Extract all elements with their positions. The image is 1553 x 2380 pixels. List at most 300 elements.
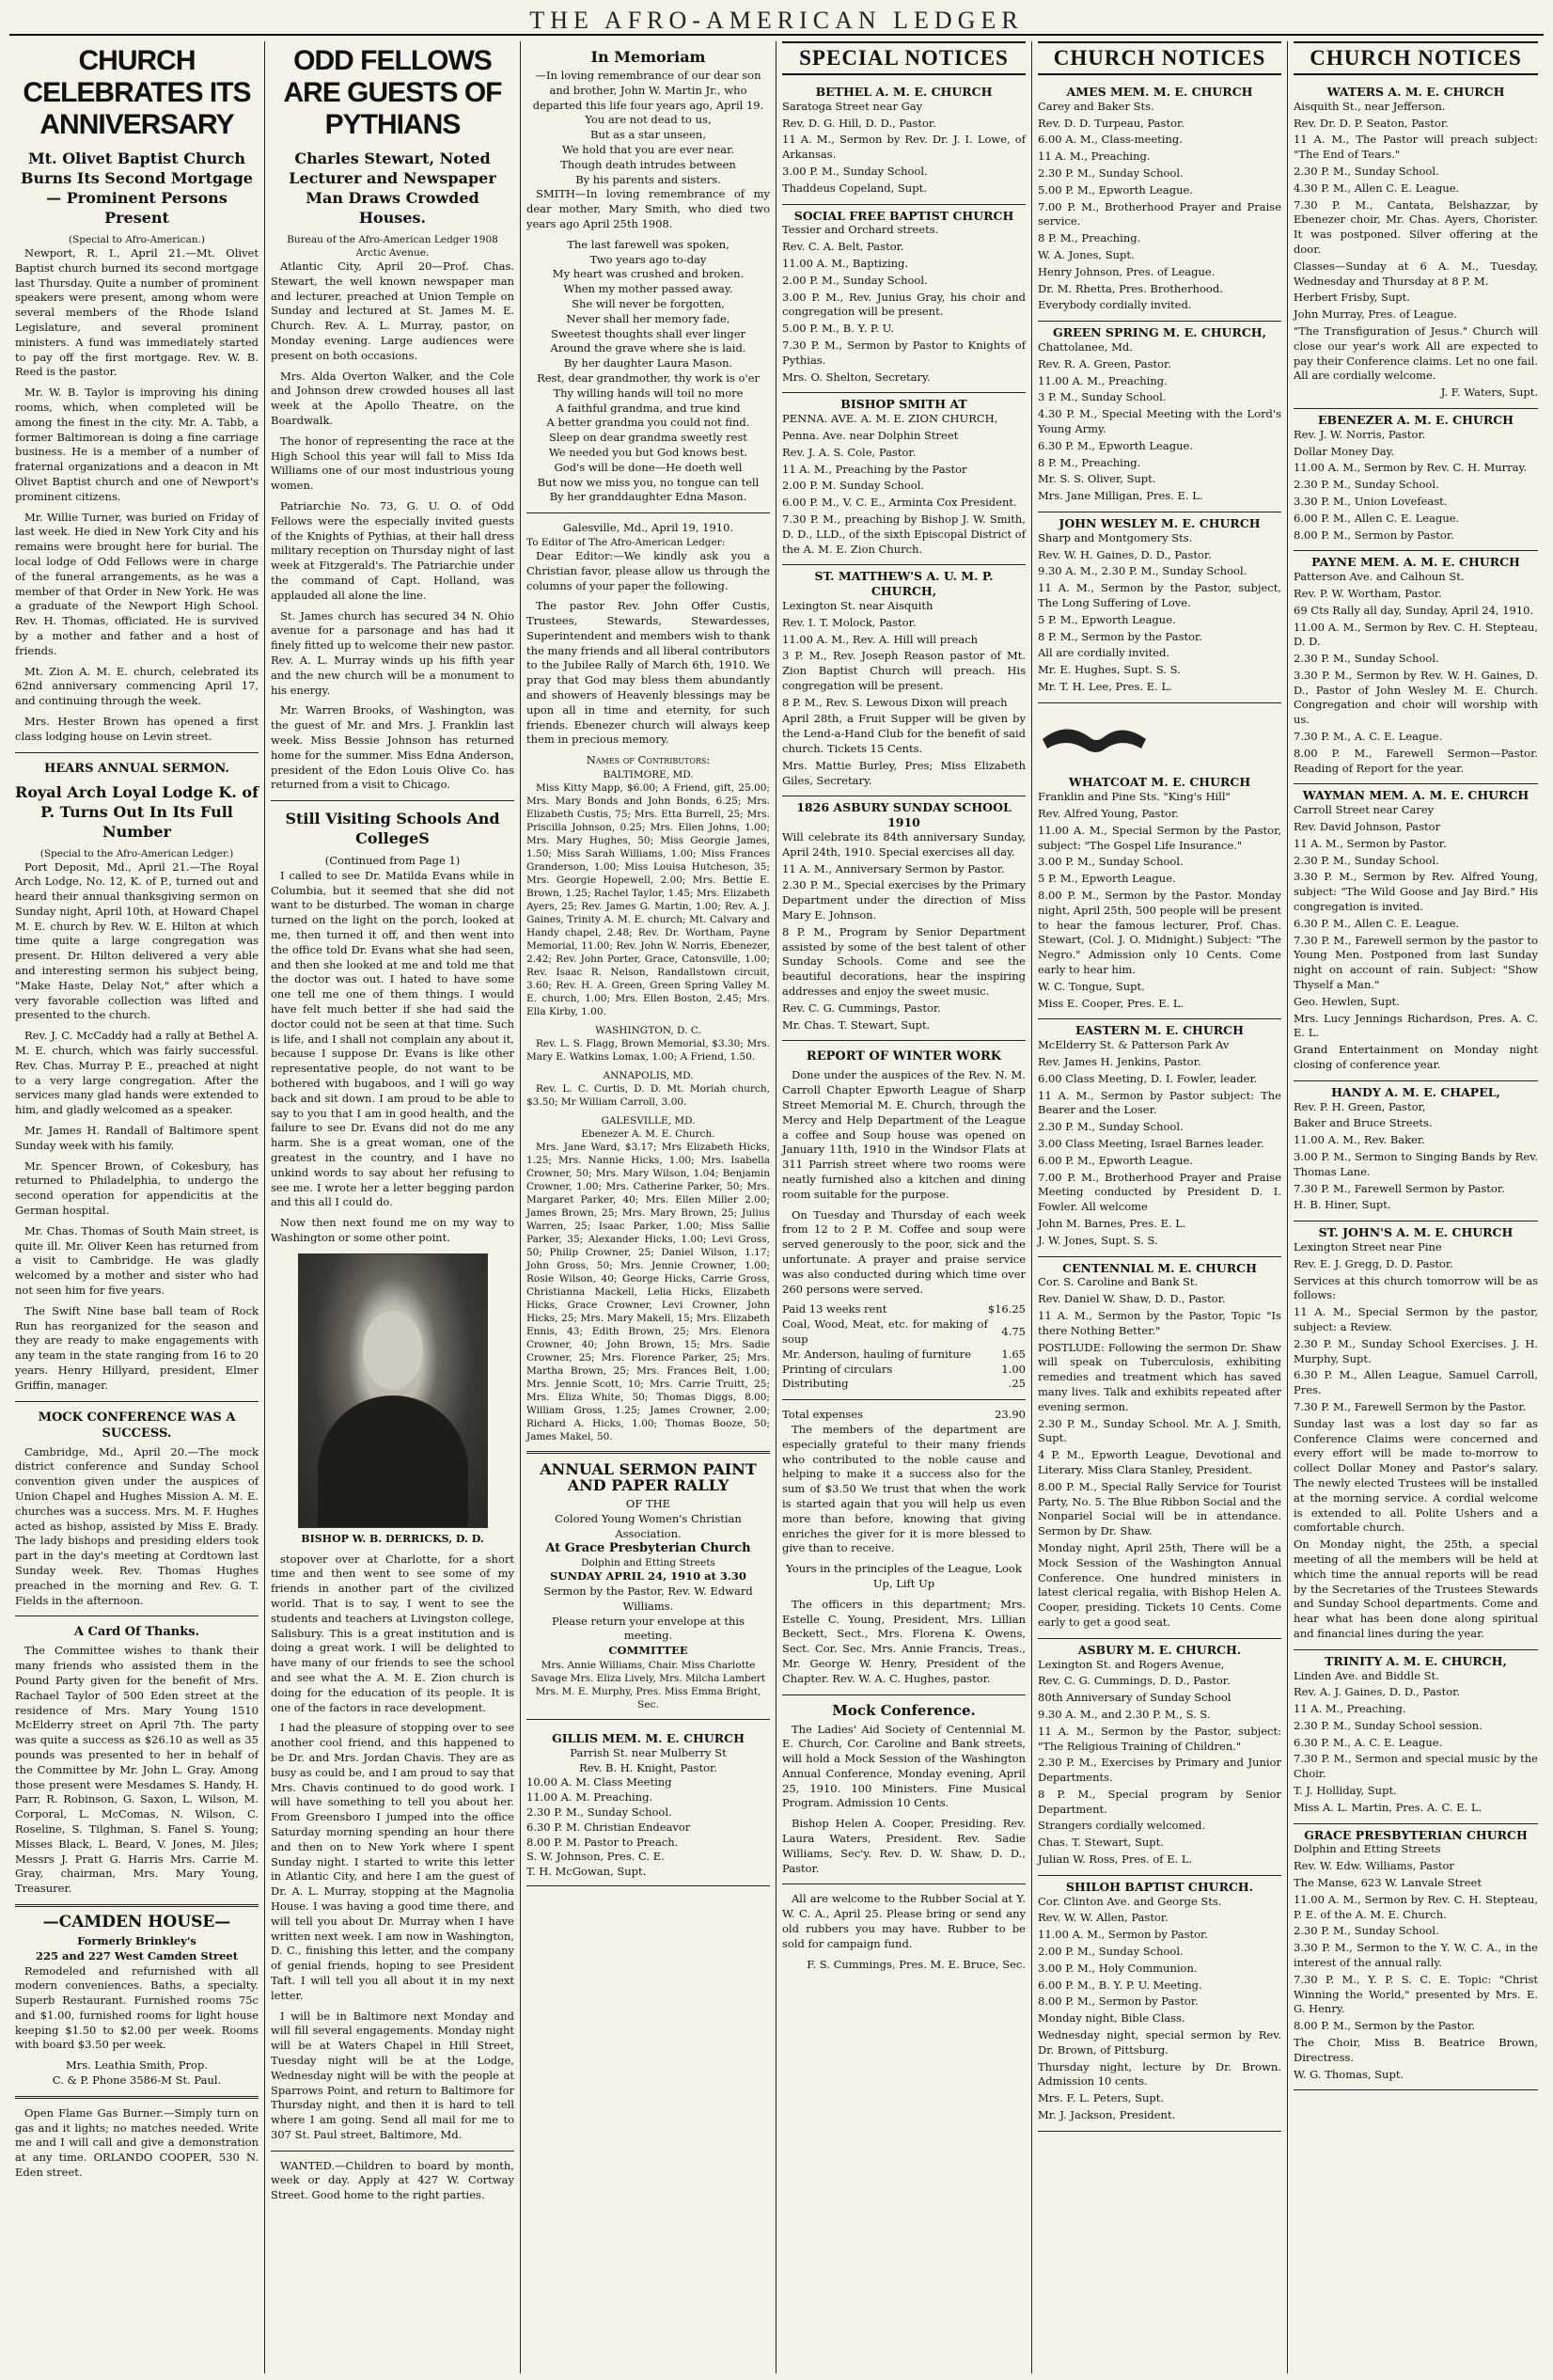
column-2 <box>265 41 521 2373</box>
total-amount: 23.90 <box>995 1408 1026 1422</box>
church-waters-body <box>1294 85 1538 323</box>
church-line: 69 Cts Rally all day, Sunday, April 24, 1910. <box>1294 603 1534 617</box>
church-line: 11.00 A. M., Preaching. <box>1038 373 1168 387</box>
expense-label: Mr. Anderson, hauling of furniture <box>782 1347 972 1361</box>
church-line: 3.00 P. M., Sunday School. <box>782 164 928 178</box>
church-line: 8.00 P. M., Sermon by Pastor. <box>1294 528 1454 542</box>
church-line: Will celebrate its 84th anniversary Sunday, April 24th, 1910. Special exercises all day. <box>782 830 1026 859</box>
church-line: Sharp and Montgomery Sts. <box>1038 530 1193 544</box>
deck-royal-arch: Royal Arch Loyal Lodge K. of P. Turns Out In Its Full Number <box>15 782 259 841</box>
expense-amount: 1.00 <box>1001 1362 1026 1376</box>
church-line: 11.00 A. M., Baptizing. <box>782 256 909 270</box>
church-name: ST. MATTHEW'S A. U. M. P. CHURCH, <box>814 569 994 599</box>
text-line: Around the grave where she is laid. <box>550 341 746 355</box>
church-line: 2.30 P. M., Exercises by Primary and Junior Departments. <box>1038 1756 1281 1785</box>
paragraph: Rev. J. C. McCaddy had a rally at Bethel A. M. E. church, which was fairly successful. Rev. Chas. Murray P. E., preached at night to a very large congregation. After the services many glad hands were extended to him, and gladly welcomed as a speaker. <box>15 1029 259 1117</box>
church-line: 2.30 P. M., Sunday School. <box>1038 165 1184 180</box>
church-line: 11.00 A. M., Rev. A. Hill will preach <box>782 632 979 646</box>
portrait-face <box>363 1311 423 1390</box>
paragraph: Mr. Warren Brooks, of Washington, was the guest of Mr. and Mrs. J. Franklin last week. Miss Bessie Johnson has returned home for the summer. Miss Edna Anderson, president of the Edon Louis Olive Co. has returned from a visit to Chicago. <box>271 703 514 792</box>
text-line: We needed you but God knows best. <box>548 445 748 459</box>
church-line: Rev. D. G. Hill, D. D., Pastor. <box>782 116 936 130</box>
church-line: 11.00 A. M., Sermon by Rev. C. H. Murray. <box>1294 461 1528 475</box>
church-line: 11.00 A. M., Sermon by Pastor. <box>1038 1928 1208 1942</box>
paragraph: The pastor Rev. John Offer Custis, Trustees, Stewards, Stewardesses, Superintendent and members wish to thank the many friends and all liberal contributors to the Jubilee Rally of March 6th, 1910. We pray that God may bless them abundantly and showers of Heavenly blessings may be upon all in time and eternity, for such friends. Ebenezer church will always keep them in precious memory. <box>526 599 771 747</box>
church-line: Lexington Street near Pine <box>1294 1239 1442 1253</box>
column-5 <box>1032 41 1288 2373</box>
church-line: Carey and Baker Sts. <box>1038 99 1154 113</box>
church-bethel <box>782 81 1026 205</box>
church-line: Rev. C. G. Cummings, Pastor. <box>782 1001 941 1015</box>
church-line: 11.00 A. M., Sermon by Rev. C. H. Stepteau, P. E. of the A. M. E. Church. <box>1294 1892 1538 1921</box>
church-line: Cor. S. Caroline and Bank St. <box>1038 1275 1199 1289</box>
church-line: 8 P. M., Special program by Senior Department. <box>1038 1787 1281 1816</box>
headline-still-visiting: Still Visiting Schools And CollegeS <box>285 810 500 848</box>
church-ebenezer <box>1294 409 1538 551</box>
text-line: She will never be forgotten, <box>572 296 725 310</box>
church-line: Baker and Bruce Streets. <box>1294 1116 1433 1130</box>
paragraph: The Swift Nine base ball team of Rock Run has reorganized for the season and they are ready to make engagements with any team in the state ranging from 16 to 20 years. Henry Hillyard, president, Elmer Griffin, manager. <box>15 1303 259 1392</box>
church-schedule <box>526 1775 770 1880</box>
church-name: GREEN SPRING M. E. CHURCH, <box>1053 325 1266 340</box>
church-line: 11 A. M., Sermon by Pastor subject: The Bearer and the Loser. <box>1038 1088 1281 1117</box>
church-line: Monday night, Bible Class. <box>1038 2011 1185 2025</box>
church-line: 8 P. M., Program by Senior Department assisted by some of the best talent of other Sunday Schools. Come and see the beautiful decorations, hear the inspiring addresses and enjoy the sweet music. <box>782 924 1026 999</box>
church-wayman <box>1294 784 1538 1080</box>
church-line: 8 P. M., Sermon by the Pastor. <box>1038 629 1202 643</box>
church-line: 2.30 P. M., Sunday School. <box>1294 164 1439 178</box>
divider <box>782 1399 1026 1400</box>
contrib-baltimore: BALTIMORE, MD. <box>603 769 694 781</box>
church-trinity <box>1294 1650 1538 1824</box>
expense-label: Coal, Wood, Meat, etc. for making of soup <box>782 1317 988 1346</box>
church-name: BETHEL A. M. E. CHURCH <box>815 85 993 99</box>
article-body-2 <box>15 860 259 1394</box>
church-line: Herbert Frisby, Supt. <box>1294 291 1410 305</box>
church-line: Thursday night, lecture by Dr. Brown. Admission 10 cents. <box>1038 2059 1281 2088</box>
letter-to: To Editor of The Afro-American Ledger: <box>526 536 726 548</box>
church-eastern <box>1038 1019 1281 1256</box>
church-penna-ave <box>782 393 1026 565</box>
text-line: Though death intrudes between <box>560 157 736 171</box>
church-line: 2.30 P. M., Sunday School. <box>1294 1924 1439 1938</box>
special-line: (Special to Afro-American.) <box>69 234 205 245</box>
church-line: 2.00 P. M., Sunday School. <box>782 273 928 287</box>
church-line: 2.00 P. M., Sunday School. <box>1038 1945 1184 1959</box>
text-line: Thy willing hands will toil no more <box>553 386 744 400</box>
church-notices-head: CHURCH NOTICES <box>1038 41 1281 75</box>
masthead: THE AFRO-AMERICAN LEDGER <box>9 8 1544 36</box>
church-line: Patterson Ave. and Calhoun St. <box>1294 570 1465 584</box>
handshake-icon <box>1038 711 1151 767</box>
church-name: BISHOP SMITH AT <box>840 397 967 412</box>
church-line: 7.30 P. M., Cantata, Belshazzar, by Ebenezer choir, Mr. Chas. Ayers, Chorister. It was postponed. Silver offering at the door. <box>1294 197 1538 256</box>
text-line: But as a star unseen, <box>590 128 706 142</box>
church-line: Rev. James H. Jenkins, Pastor. <box>1038 1055 1201 1069</box>
church-line: The Choir, Miss B. Beatrice Brown, Directress. <box>1294 2036 1538 2064</box>
church-line: 11 A. M., Sermon by the Pastor, Topic "Is there Nothing Better." <box>1038 1308 1281 1337</box>
church-line: Geo. Hewlen, Supt. <box>1294 994 1400 1008</box>
church-name: ST. JOHN'S A. M. E. CHURCH <box>1318 1225 1514 1240</box>
contrib-galesville-church: Ebenezer A. M. E. Church. <box>581 1128 715 1141</box>
expense-table <box>782 1302 1026 1392</box>
divider <box>15 1401 259 1402</box>
church-line: Grand Entertainment on Monday night closing of conference year. <box>1294 1043 1538 1072</box>
church-line: 11 A. M., Anniversary Sermon by Pastor. <box>782 861 1005 875</box>
church-line: Henry Johnson, Pres. of League. <box>1038 264 1216 278</box>
church-line: Rev. J. W. Norris, Pastor. <box>1294 427 1426 441</box>
church-name: GILLIS MEM. M. E. CHURCH <box>552 1731 745 1746</box>
church-name: 1826 ASBURY SUNDAY SCHOOL 1910 <box>796 800 1012 830</box>
church-notices-head-2: CHURCH NOTICES <box>1294 41 1538 75</box>
article-body-3 <box>271 1553 514 2143</box>
church-line: 8.00 P. M., Sermon by the Pastor. <box>1294 2019 1476 2033</box>
gas-burner-ad: Open Flame Gas Burner.—Simply turn on gas and it lights; no matches needed. Write me and I will call and give a demonstration at any time. ORLANDO COOPER, 530 N. Eden street. <box>15 2105 259 2180</box>
church-name: PAYNE MEM. A. M. E. CHURCH <box>1311 555 1520 570</box>
expense-label: Paid 13 weeks rent <box>782 1302 887 1316</box>
church-line: Rev. J. A. S. Cole, Pastor. <box>782 445 917 459</box>
church-line: POSTLUDE: Following the sermon Dr. Shaw will speak on Tuberculosis, exhibiting remedies and treatment which has saved many lives. Talk and exhibits repeated after evening sermon. <box>1038 1340 1281 1413</box>
camden-address: 225 and 227 West Camden Street <box>35 1948 239 1962</box>
report-paragraph-3: The members of the department are especially grateful to their many friends who contributed to the noble cause and helping to make it a success also for the sum of $3.50 We trust that when the work is started again that you will help us even more than before, knowing that giving enriches the giver for it is more blessed to give than to receive. <box>782 1422 1026 1555</box>
church-line: Rev. Dr. D. P. Seaton, Pastor. <box>1294 116 1449 130</box>
church-line: 11.00 A. M., Sermon by Rev. C. H. Stepteau, D. D. <box>1294 620 1538 649</box>
headline-hears-sermon: HEARS ANNUAL SERMON. <box>44 761 229 776</box>
paragraph: Atlantic City, April 20—Prof. Chas. Stewart, the well known newspaper man and lecturer, preached at Union Temple on Sunday and lectured at St. James M. E. Church. Rev. A. L. Murray, pastor, on Monday evening. Large audiences were present on both occasions. <box>271 260 514 362</box>
divider <box>526 1719 770 1720</box>
church-line: 3.30 P. M., Sermon by Rev. Alfred Young, subject: "The Wild Goose and Jay Bird." His congregation is invited. <box>1294 870 1538 914</box>
rally-assoc: Colored Young Women's Christian Association. <box>555 1511 742 1540</box>
church-line: 11 A. M., Preaching. <box>1294 1702 1406 1716</box>
asbury-anniversary <box>782 796 1026 1041</box>
church-line: Carroll Street near Carey <box>1294 803 1435 817</box>
contrib-washington: WASHINGTON, D. C. <box>595 1025 701 1037</box>
church-line: Chas. T. Stewart, Supt. <box>1038 1836 1164 1850</box>
church-line: 3 P. M., Rev. Joseph Reason pastor of Mt. Zion Baptist Church will preach. His congregation will be present. <box>782 649 1026 692</box>
church-line: 5 P. M., Epworth League. <box>1038 872 1176 886</box>
divider <box>526 512 770 513</box>
church-line: 6.30 P. M., Epworth League. <box>1038 438 1193 452</box>
church-line: Rev. A. J. Gaines, D. D., Pastor. <box>1294 1685 1461 1699</box>
paragraph: stopover over at Charlotte, for a short time and then went to see some of my friends in another part of the civilized world. That is to say, I went to see the students and teachers at Livingston college, Salisbury. This is a great institution and is doing a great work. I will be delighted to have many of our friends to see the school and see what the A. M. E. Zion church is doing for the education of its people. It is one of the factors in race development. <box>271 1552 514 1714</box>
mock-conference-bishop: Bishop Helen A. Cooper, Presiding. Rev. Laura Waters, President. Rev. Sadie Williams, Sec'y. Rev. D. W. Shaw, D. D., Pastor. <box>782 1817 1026 1875</box>
church-ames <box>1038 81 1281 322</box>
text-line: 2.30 P. M., Sunday School. <box>526 1805 672 1820</box>
church-line: 2.30 P. M., Sunday School. Mr. A. J. Smith, Supt. <box>1038 1416 1281 1445</box>
church-name: CENTENNIAL M. E. CHURCH <box>1062 1260 1257 1275</box>
mock-paragraph: Cambridge, Md., April 20.—The mock district conference and Sunday School convention given under the auspices of Union Chapel and Hughes Mission A. M. E. churches was a success. Mrs. M. F. Hughes acted as bishop, assisted by Miss E. Brady. The lady bishops and presiding elders took part in the day's meeting at Cordtown last Sunday week. Rev. Thomas Hughes preached in the morning and Rev. G. T. Fields in the afternoon. <box>15 1444 259 1607</box>
text-line: We hold that you are ever near. <box>561 142 735 156</box>
text-line: My heart was crushed and broken. <box>552 267 745 281</box>
church-line: 3.30 P. M., Sermon by Rev. W. H. Gaines, D. D., Pastor of John Wesley M. E. Church. Congregation and choir will worship with us. <box>1294 668 1538 727</box>
church-line: 4 P. M., Epworth League, Devotional and Literary. Miss Clara Stanley, President. <box>1038 1448 1281 1476</box>
divider <box>271 800 514 801</box>
camden-sub: Formerly Brinkley's <box>77 1933 196 1947</box>
contrib-washington-list: Rev. L. S. Flagg, Brown Memorial, $3.30; Mrs. Mary E. Watkins Lomax, 1.00; A Friend, 1.50. <box>526 1038 770 1064</box>
church-line: Rev. C. A. Belt, Pastor. <box>782 240 904 254</box>
church-line: 9.30 A. M., 2.30 P. M., Sunday School. <box>1038 564 1247 578</box>
report-paragraph-2: On Tuesday and Thursday of each week from 12 to 2 P. M. Coffee and soup were served generously to the poor, sick and the unfortunate. A prayer and praise service was also conducted during which time over 260 persons were served. <box>782 1207 1026 1296</box>
paragraph: I called to see Dr. Matilda Evans while in Columbia, but it seemed that she did not want to be disturbed. The woman in charge turned on the light on the porch, looked at me, then turned it off, and then went into the office told Dr. Evans what she had seen, and then she looked at me and told me that the doctor was out. I hated to have some one tell me one of them things. I would have felt much better if she had said the doctor could not be seen at that time. Such is life, and I shall not complain any about it, because I suppose Dr. Evans is like other representative people, do not want to be bothered with bugaboos, and I will go way back and sit down. I am proud to be able to say to you that I am in good health, and the failure to see Dr. Evans did not do me any harm. She is a great woman, one of the greatest in the country, and I have no unkind words to say about her refusing to see me. I wrote her a letter begging pardon and this all I could do. <box>271 868 514 1209</box>
church-line: 6.30 P. M., A. C. E. League. <box>1294 1735 1443 1749</box>
church-line: Miss A. L. Martin, Pres. A. C. E. L. <box>1294 1800 1482 1814</box>
church-line: 5.00 P. M., Epworth League. <box>1038 182 1193 197</box>
church-line: Cor. Clinton Ave. and George Sts. <box>1038 1894 1222 1908</box>
mock-conference-head: Mock Conference. <box>832 1701 976 1719</box>
church-line: Rev. W. W. Allen, Pastor. <box>1038 1911 1169 1925</box>
divider <box>15 752 259 753</box>
church-name: EASTERN M. E. CHURCH <box>1075 1023 1244 1038</box>
portrait-coat <box>318 1395 468 1527</box>
divider <box>782 1694 1026 1695</box>
text-line: By her granddaughter Edna Mason. <box>549 490 747 504</box>
rally-return: Please return your envelope at this meeting. <box>552 1614 745 1643</box>
church-line: 7.30 P. M., Y. P. S. C. E. Topic: "Christ Winning the World," presented by Mrs. E. G. Henry. <box>1294 1972 1538 2016</box>
church-line: 8.00 P. M., Sermon by Pastor. <box>1038 1994 1199 2009</box>
church-line: 7.30 P. M., Sermon and special music by the Choir. <box>1294 1752 1538 1781</box>
church-line: Everybody cordially invited. <box>1038 298 1192 312</box>
church-line: 3.00 Class Meeting, Israel Barnes leader. <box>1038 1137 1264 1151</box>
rally-of: OF THE <box>625 1497 671 1511</box>
church-line: Strangers cordially welcomed. <box>1038 1819 1206 1833</box>
report-head: REPORT OF WINTER WORK <box>806 1049 1002 1064</box>
church-line: April 28th, a Fruit Supper will be given by the Lend-a-Hand Club for the benefit of said church. Tickets 15 Cents. <box>782 712 1026 756</box>
text-line: 11.00 A. M. Preaching. <box>526 1790 653 1805</box>
church-line: 7.00 P. M., Brotherhood Prayer and Praise Meeting conducted by President D. I. Fowler. All welcome <box>1038 1170 1281 1214</box>
in-memoriam-head: In Memoriam <box>590 48 706 66</box>
church-waters <box>1294 81 1538 409</box>
paragraph: Mr. James H. Randall of Baltimore spent Sunday week with his family. <box>15 1124 259 1152</box>
contributors-head: Names of Contributors: <box>586 753 711 767</box>
thanks-paragraph: The Committee wishes to thank their many friends who assisted them in the Pound Party given for the benefit of Mrs. Rachael Taylor of 500 Eden street at the residence of Mrs. Mary Young 1510 McElderry street on April 7th. The party was quite a success as $26.10 as well as 35 pounds was presented to her in behalf of the Committee by Mr. John L. Gray. Among those present were Mesdames S. Handy, H. Parr, R. Robinson, G. Saxon, L. Wilson, M. Corporal, L. McComas, N. Wilson, C. Roseline, S. Tilghman, S. Fanel S. Young; Misses Black, L. Beard, V. Jones, M. Jiles; Messrs J. Pratt G. Harris Mrs. Carrie M. Gray, chairman, Mrs. Mary Young, Treasurer. <box>15 1644 259 1896</box>
church-asbury <box>1038 1639 1281 1876</box>
church-line: 6.00 P. M., Epworth League. <box>1038 1153 1193 1167</box>
headline-mock-conference: MOCK CONFERENCE WAS A SUCCESS. <box>38 1410 236 1441</box>
waters-subject: "The Transfiguration of Jesus." Church will close our year's work All are expected to pay their Conference claims. Let no one fail. All are cordially welcome. <box>1294 323 1538 383</box>
text-line: Never shall her memory fade, <box>566 311 730 325</box>
expense-label: Distributing <box>782 1377 849 1391</box>
contrib-baltimore-list: Miss Kitty Mapp, $6.00; A Friend, gift, 25.00; Mrs. Mary Bonds and John Bonds, 6.25; Mrs. Elizabeth Custis, 75; Mrs. Etta Burrell, 25; Mrs. Priscilla Johnson, 0.25; Mrs. Ellen Johns, 1.00; Mrs. Mary Hughes, 50; Miss Georgie James, 1.50; Miss Sarah Williams, 1.00; Miss Frances Granderson, 1.00; Miss Louisa Hutcheson, 35; Mrs. Georgie Hopewell, 2.00; Mrs. Bettie E. Brown, 1.25; Rachel Taylor, 1.45; Mrs. Elizabeth Ayers, 25; Rev. James G. Martin, 1.00; Rev. A. J. Gaines, Trinity A. M. E. church; Mt. Calvary and Handy chapel, 2.48; Rev. Dr. Wortham, Payne Memorial, 11.00; Rev. John W. Norris, Ebenezer, 2.42; Rev. John Porter, Grace, Catonsville, 1.00; Rev. Isaac R. Nelson, Randallstown circuit, 3.60; Rev. H. A. Green, Green Spring Valley M. E. church, 1.00; Mrs. Ellen Boston, 2.45; Mrs. Ella Kirby, 1.00. <box>526 782 770 1018</box>
paragraph: Now then next found me on my way to Washington or some other point. <box>271 1216 514 1245</box>
waters-supt: J. F. Waters, Supt. <box>1440 386 1538 400</box>
church-line: 7.00 P. M., Brotherhood Prayer and Praise service. <box>1038 199 1281 229</box>
church-st-matthews <box>782 565 1026 796</box>
church-social-free <box>782 205 1026 394</box>
paragraph: Port Deposit, Md., April 21.—The Royal Arch Lodge, No. 12, K. of P., turned out and heard their annual thanksgiving sermon on Sunday night, April 10th, at Howard Chapel M. E. church by Rev. W. E. Hilton at which time quite a large congregation was present. Dr. Hilton delivered a very able and interesting sermon his subject being, "Make Haste, Delay Not," after which a very favorable collection was lifted and presented to the church. <box>15 859 259 1022</box>
church-line: Linden Ave. and Biddle St. <box>1294 1668 1439 1682</box>
church-handy <box>1294 1081 1538 1222</box>
church-line: Mrs. Jane Milligan, Pres. E. L. <box>1038 489 1203 503</box>
church-line: 11.00 A. M., Special Sermon by the Pastor, subject: "The Gospel Life Insurance." <box>1038 823 1281 852</box>
church-green-spring <box>1038 322 1281 512</box>
deck-mt-olivet: Mt. Olivet Baptist Church Burns Its Second Mortgage — Prominent Persons Present <box>21 150 253 227</box>
church-line: 7.30 P. M., A. C. E. League. <box>1294 730 1443 744</box>
church-line: Mr. T. H. Lee, Pres. E. L. <box>1038 679 1172 693</box>
church-grace <box>1294 1824 1538 2091</box>
church-line: 7.30 P. M., Sermon by Pastor to Knights of Pythias. <box>782 338 1026 367</box>
church-line: 11 A. M., Sermon by Rev. Dr. J. I. Lowe, of Arkansas. <box>782 133 1026 162</box>
total-label: Total expenses <box>782 1408 863 1422</box>
text-line: —In loving remembrance of our dear son and brother, John W. Martin Jr., who departed this life four years ago, April 19. <box>532 69 764 112</box>
text-line: 10.00 A. M. Class Meeting <box>526 1775 672 1789</box>
church-whatcoat <box>1038 703 1281 1020</box>
church-line: Julian W. Ross, Pres. of E. L. <box>1038 1852 1193 1867</box>
expense-amount: 4.75 <box>1001 1325 1026 1339</box>
church-line: 3.00 P. M., Holy Communion. <box>1038 1961 1198 1975</box>
church-line: Mr. S. S. Oliver, Supt. <box>1038 472 1156 486</box>
expense-row <box>782 1377 1026 1392</box>
expense-row <box>782 1317 1026 1348</box>
church-line: Mr. E. Hughes, Supt. S. S. <box>1038 663 1181 677</box>
church-line: 11 A. M., Preaching by the Pastor <box>782 462 967 476</box>
church-line: Rev. W. Edw. Williams, Pastor <box>1294 1859 1454 1873</box>
column-1 <box>9 41 265 2373</box>
church-line: 11 A. M., Preaching. <box>1038 150 1151 164</box>
camden-prop: Mrs. Leathia Smith, Prop. <box>66 2058 208 2073</box>
text-line: By his parents and sisters. <box>575 172 721 186</box>
church-line: All are cordially invited. <box>1038 646 1170 660</box>
paragraph: Mr. Spencer Brown, of Cokesbury, has returned to Philadelphia, to undergo the second operation for appendicitis at the German hospital. <box>15 1158 259 1218</box>
church-line: Monday night, April 25th, There will be a Mock Session of the Washington Annual Conference. One hundred ministers in latest clerical regalia, with Bishop Helen A. Cooper, presiding. Tickets 10 Cents. Come early to get a good seat. <box>1038 1540 1281 1629</box>
contrib-annapolis-list: Rev. L. C. Curtis, D. D. Mt. Moriah church, $3.50; Mr William Carroll, 3.00. <box>526 1083 770 1109</box>
expense-total <box>782 1408 1026 1423</box>
church-name: JOHN WESLEY M. E. CHURCH <box>1059 515 1261 530</box>
church-line: Saratoga Street near Gay <box>782 99 923 113</box>
church-line: Miss E. Cooper, Pres. E. L. <box>1038 996 1184 1010</box>
report-paragraph: Done under the auspices of the Rev. N. M. Carroll Chapter Epworth League of Sharp Street Memorial M. E. Church, through the Mercy and Help Department of the League a coffee and Soup house was opened on January 11th, 1910 in the Windsor Flats at 311 Parrish street where two rooms were neatly furnished also a kitchen and dining room suitable for the purpose. <box>782 1068 1026 1201</box>
camden-phone: C. & P. Phone 3586-M St. Paul. <box>52 2073 222 2088</box>
church-line: The Manse, 623 W. Lanvale Street <box>1294 1876 1482 1890</box>
church-name: EBENEZER A. M. E. CHURCH <box>1318 412 1514 427</box>
expense-amount: 1.65 <box>1001 1347 1026 1361</box>
text-line: The last farewell was spoken, <box>567 237 729 251</box>
church-line: 6.00 P. M., B. Y. P. U. Meeting. <box>1038 1978 1202 1992</box>
church-line: 11 A. M., Special Sermon by the pastor, subject: a Review. <box>1294 1305 1538 1333</box>
paragraph: Mr. Willie Turner, was buried on Friday of last week. He died in New York City and his remains were brought here for burial. The local lodge of Odd Fellows were in charge of the funeral arrangements, as he was a member of that Order in New York. He was a graduate of the Newport High School. Rev. H. Thomas, officiated. He is survived by a mother and father and a host of friends. <box>15 510 259 657</box>
church-line: 3.00 P. M., Rev. Junius Gray, his choir and congregation will be present. <box>782 290 1026 319</box>
church-line: Rev. W. H. Gaines, D. D., Pastor. <box>1038 547 1212 561</box>
church-line: Rev. David Johnson, Pastor <box>1294 820 1441 834</box>
church-shiloh <box>1038 1876 1281 2132</box>
text-line: A faithful grandma, and true kind <box>556 401 741 415</box>
text-line: A better grandma you could not find. <box>546 416 750 430</box>
church-line: 4.30 P. M., Allen C. E. League. <box>1294 181 1460 195</box>
church-line: 8 P. M., Preaching. <box>1038 455 1141 469</box>
church-name: WHATCOAT M. E. CHURCH <box>1068 775 1251 790</box>
church-line: 2.30 P. M., Sunday School. <box>1294 478 1439 492</box>
headline-odd-fellows: ODD FELLOWS ARE GUESTS OF PYTHIANS <box>283 45 502 140</box>
expense-row <box>782 1348 1026 1363</box>
headline-church-celebrates: CHURCH CELEBRATES ITS ANNIVERSARY <box>23 45 251 140</box>
paragraph: I will be in Baltimore next Monday and will fill several engagements. Monday night will be at Waters Chapel in Hill Street, Tuesday night will be at the Lodge, Wednesday night will be with the people at Sparrows Point, and return to Baltimore for Thursday night, and then it is hard to tell where I am going. Send all mail for me to 307 St. Paul street, Baltimore, Md. <box>271 2009 514 2141</box>
church-line: 3.00 P. M., Sunday School. <box>1038 855 1184 869</box>
church-line: 6.00 A. M., Class-meeting. <box>1038 133 1183 147</box>
church-line: Mrs. Mattie Burley, Pres; Miss Elizabeth Giles, Secretary. <box>782 758 1026 787</box>
church-line: Tessier and Orchard streets. <box>782 223 939 237</box>
text-line: You are not dead to us, <box>585 113 712 127</box>
paragraph: The honor of representing the race at the High School this year will fall to Miss Ida Williams one of our most industrious young women. <box>271 433 514 493</box>
church-line: Sunday last was a lost day so far as Conference Claims were concerned and every effort will be made to-morrow to collect Dollar Money and Pastor's salary. The newly elected Trustees will be installed at the morning service. A cordial welcome is extended to all. Polite Ushers and a comfortable church. <box>1294 1416 1538 1535</box>
bureau-line: Bureau of the Afro-American Ledger 1908 Arctic Avenue. <box>287 234 498 259</box>
church-line: Rev. Alfred Young, Pastor. <box>1038 807 1179 821</box>
church-line: 2.30 P. M., Sunday School session. <box>1294 1718 1482 1732</box>
church-st-johns <box>1294 1222 1538 1650</box>
paragraph: Patriarchie No. 73, G. U. O. of Odd Fellows were the especially invited guests of the Knights of Pythias, at their hall dress military reception on Thursday night of last week at Fitzgerald's. The Patriarchie under the command of Capt. Holland, was applauded all alone the line. <box>271 498 514 602</box>
camden-paragraph: Remodeled and refurnished with all modern conveniences. Baths, a specialty. Superb Restaurant. Furnished rooms 75c and $1.00, furnished rooms for light house keeping $1.50 to $2.00 per week. Rooms with board $3.50 per week. <box>15 1963 259 2052</box>
church-line: Lexington St. and Rogers Avenue, <box>1038 1657 1225 1671</box>
paragraph: I had the pleasure of stopping over to see another cool friend, and this happened to be Dr. and Mrs. Jordan Chavis. They are as busy as could be, and I am proud to say that Mrs. Chavis continued to do good work. I will have something to tell you about her. From Greensboro I jumped into the office Saturday morning spending an hour there and then on to New York where I spent Sunday night. I started to write this letter in Atlantic City, and here I am the guest of Dr. A. L. Murray, stopping at the Magnolia House. I was having a good time there, and will tell you about Dr. Murray when I have written next week. I am now in Washington, D. C., finishing this letter, and the company of genial friends, hoping to see President Taft. I will tell you all about it in my next letter. <box>271 1721 514 2002</box>
memoriam-poem-2 <box>526 238 770 505</box>
text-line: By her daughter Laura Mason. <box>563 356 733 370</box>
memoriam-poem-1 <box>526 69 770 187</box>
church-line: Mr. Chas. T. Stewart, Supt. <box>782 1017 931 1032</box>
church-line: 8 P. M., Preaching. <box>1038 231 1141 245</box>
church-line: 3.00 P. M., Sermon to Singing Bands by Rev. Thomas Lane. <box>1294 1150 1538 1178</box>
paragraph: Mrs. Hester Brown has opened a first class lodging house on Levin street. <box>15 714 259 743</box>
church-line: McElderry St. & Patterson Park Av <box>1038 1038 1230 1052</box>
church-line: Rev. P. W. Wortham, Pastor. <box>1294 586 1442 600</box>
church-line: Penna. Ave. near Dolphin Street <box>782 428 959 442</box>
church-line: 8.00 P. M., Special Rally Service for Tourist Party, No. 5. The Blue Ribbon Social and the Nonpariel Social will be in attendance. Sermon by Dr. Shaw. <box>1038 1479 1282 1538</box>
church-line: 4.30 P. M., Special Meeting with the Lord's Young Army. <box>1038 407 1281 435</box>
wanted-ad: WANTED.—Children to board by month, week or day. Apply at 427 W. Cortway Street. Good home to the right parties. <box>271 2158 514 2202</box>
church-line: Rev. Daniel W. Shaw, D. D., Pastor. <box>1038 1292 1226 1306</box>
text-line: 8.00 P. M. Pastor to Preach. <box>526 1835 679 1849</box>
text-line: 6.30 P. M. Christian Endeavor <box>526 1820 691 1834</box>
columns <box>9 41 1544 2373</box>
church-line: 3.30 P. M., Union Lovefeast. <box>1294 494 1448 508</box>
church-line: On Monday night, the 25th, a special meeting of all the members will be held at which time the annual reports will be read by the Secretaries of the Trustees Stewards and Sunday School departments. Come and hear what has been done along spiritual and financial lines during the year. <box>1294 1537 1538 1640</box>
church-name: TRINITY A. M. E. CHURCH, <box>1325 1653 1507 1668</box>
text-line: Sleep on dear grandma sweetly rest <box>549 431 747 445</box>
church-line: 7.30 P. M., Farewell Sermon by the Pastor. <box>1294 1399 1527 1413</box>
article-body <box>15 246 259 745</box>
rally-date: SUNDAY APRIL 24, 1910 at 3.30 <box>550 1569 746 1584</box>
church-name: ASBURY M. E. CHURCH. <box>1077 1642 1242 1657</box>
portrait-image <box>298 1253 488 1528</box>
expense-label: Printing of circulars <box>782 1362 893 1376</box>
paragraph: Mt. Zion A. M. E. church, celebrated its 62nd anniversary commencing April 17, and continuing through the week. <box>15 664 259 708</box>
church-line: Dolphin and Etting Streets <box>1294 1842 1441 1856</box>
letter-dateline: Galesville, Md., April 19, 1910. <box>562 521 734 535</box>
church-line: 6.30 P. M., Allen C. E. League. <box>1294 916 1460 930</box>
church-line: 6.00 P. M., V. C. E., Arminta Cox President. <box>782 496 1017 510</box>
church-line: 7.30 P. M., Farewell sermon by the pastor to Young Men. Postponed from last Sunday night on account of rain. Subject: "Show Thyself a Man." <box>1294 933 1538 992</box>
church-line: W. A. Jones, Supt. <box>1038 247 1135 261</box>
church-line: 11 A. M., Sermon by the Pastor, subject: "The Religious Training of Children." <box>1038 1724 1281 1753</box>
church-line: 8 P. M., Rev. S. Lewous Dixon will preach <box>782 695 1008 709</box>
church-line: T. J. Holliday, Supt. <box>1294 1784 1397 1798</box>
church-line: J. W. Jones, Supt. S. S. <box>1038 1233 1158 1247</box>
church-line: Thaddeus Copeland, Supt. <box>782 181 927 195</box>
expense-row <box>782 1302 1026 1317</box>
church-line: 2.30 P. M., Sunday School. <box>1294 652 1439 666</box>
church-pastor: Rev. B. H. Knight, Pastor. <box>579 1760 717 1774</box>
church-line: 6.00 P. M., Allen C. E. League. <box>1294 511 1460 525</box>
church-name: SHILOH BAPTIST CHURCH. <box>1065 1879 1254 1894</box>
column-4 <box>776 41 1032 2373</box>
church-name: GRACE PRESBYTERIAN CHURCH <box>1304 1827 1528 1842</box>
church-line: Mrs. F. L. Peters, Supt. <box>1038 2091 1165 2105</box>
church-line: Rev. R. A. Green, Pastor. <box>1038 356 1171 370</box>
paragraph: Mrs. Alda Overton Walker, and the Cole and Johnson drew crowded houses all last week at the Apollo Theatre, on the Boardwalk. <box>271 369 514 427</box>
church-line: 2.00 P. M. Sunday School. <box>782 479 925 493</box>
rally-at: At Grace Presbyterian Church <box>545 1541 751 1556</box>
rubber-social-sign: F. S. Cummings, Pres. M. E. Bruce, Sec. <box>807 1957 1026 1971</box>
rally-committee-head: COMMITTEE <box>608 1644 688 1658</box>
expense-row <box>782 1363 1026 1378</box>
church-line: 80th Anniversary of Sunday School <box>1038 1691 1231 1705</box>
